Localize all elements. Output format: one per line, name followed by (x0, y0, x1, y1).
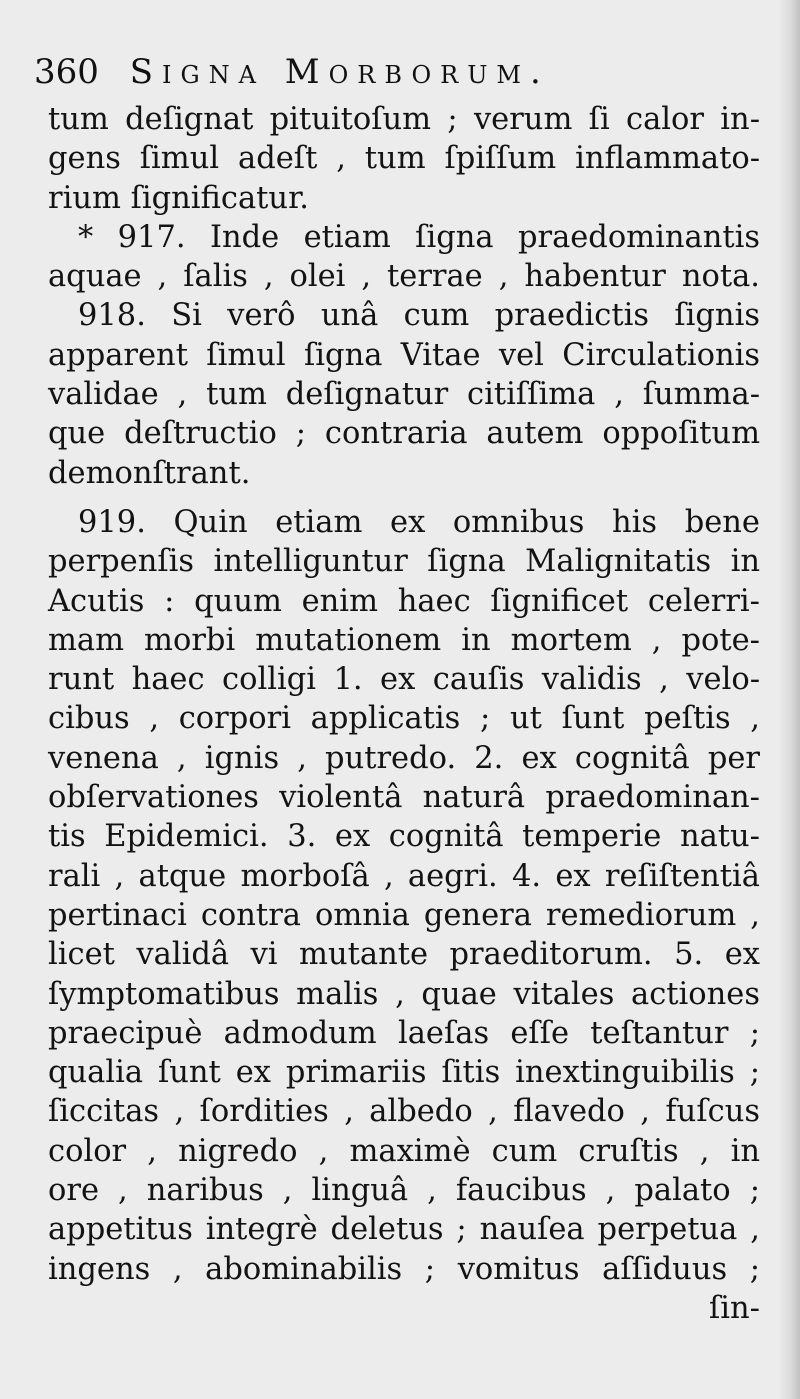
text-line: tis Epidemici. 3. ex cognitâ temperie natu- (48, 819, 760, 855)
text-line: color , nigredo , maximè cum cruſtis , in (48, 1133, 760, 1169)
text-line: cibus , corpori applicatis ; ut ſunt peſtis , (48, 701, 760, 737)
text-line: ſymptomatibus malis , quae vitales actiones (48, 976, 760, 1012)
catchword: ſin- (709, 1290, 760, 1326)
text-line: rali , atque morboſâ , aegri. 4. ex reſiſtentiâ (48, 858, 760, 894)
text-line: rium ſignificatur. (48, 180, 309, 216)
text-line: Acutis : quum enim haec ſignificet celerri- (48, 583, 760, 619)
text-line: praecipuè admodum laeſas eſſe teſtantur ; (48, 1015, 760, 1051)
text-line: ſiccitas , ſordities , albedo , flavedo , fuſcus (48, 1094, 760, 1130)
text-line: runt haec colligi 1. ex cauſis validis , velo- (48, 662, 760, 698)
text-line: obſervationes violentâ naturâ praedominan- (48, 780, 760, 816)
text-line: tum deſignat pituitoſum ; verum ſi calor in- (48, 102, 760, 137)
text-line: appetitus integrè deletus ; nauſea perpetua , (48, 1212, 760, 1248)
body-text (48, 100, 760, 1328)
text-line: perpenſis intelliguntur ſigna Malignitatis in (48, 544, 760, 580)
text-line: gens ſimul adeſt , tum ſpiſſum inflammato- (48, 141, 760, 177)
page-edge-shadow (778, 0, 800, 1399)
text-line: qualia ſunt ex primariis ſitis inextinguibilis ; (48, 1055, 760, 1091)
page-number: 360 (34, 52, 99, 92)
text-line: pertinaci contra omnia genera remediorum , (48, 897, 760, 933)
text-line: demonſtrant. (48, 455, 251, 491)
paragraph-919-start: 919. Quin etiam ex omnibus his bene (78, 504, 760, 540)
text-line: ingens , abominabilis ; vomitus aſſiduus ; (48, 1251, 760, 1287)
text-line: que deſtructio ; contraria autem oppoſitum (48, 416, 760, 452)
running-title: Signa Morborum. (129, 52, 550, 92)
page-header (34, 52, 550, 92)
text-line: validae , tum deſignatur citiſſima , ſumma- (48, 377, 760, 413)
text-line: mam morbi mutationem in mortem , pote- (48, 622, 760, 658)
paragraph-917-start: * 917. Inde etiam ſigna praedominantis (78, 219, 760, 255)
text-line: ore , naribus , linguâ , faucibus , palato ; (48, 1173, 760, 1209)
paragraph-918-start: 918. Si verô unâ cum praedictis ſignis (78, 298, 760, 334)
text-line: licet validâ vi mutante praeditorum. 5. ex (48, 937, 760, 973)
text-line: aquae , ſalis , olei , terrae , habentur nota. (48, 259, 760, 295)
text-line: venena , ignis , putredo. 2. ex cognitâ per (48, 740, 760, 776)
text-line: apparent ſimul ſigna Vitae vel Circulationis (48, 337, 760, 373)
